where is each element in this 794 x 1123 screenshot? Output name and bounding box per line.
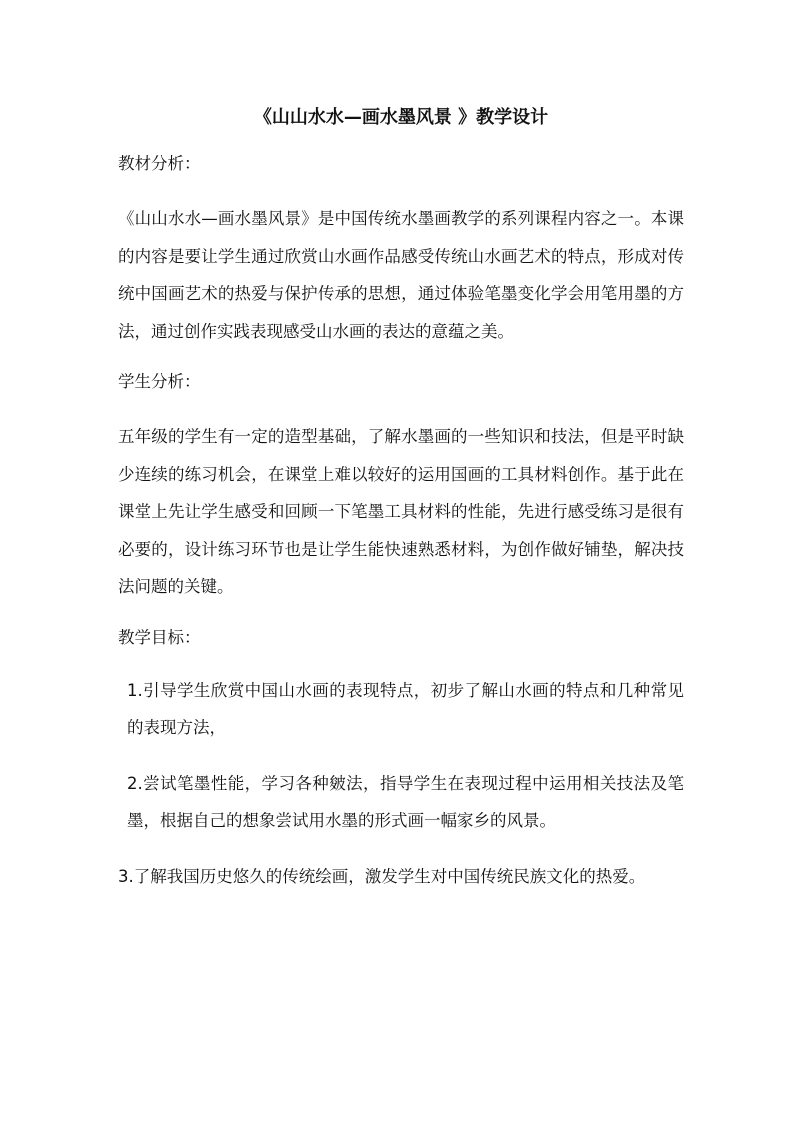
goal-item-2: 2.尝试笔墨性能，学习各种皴法，指导学生在表现过程中运用相关技法及笔墨，根据自己的想象尝试用水墨的形式画一幅家乡的风景。 [127, 773, 684, 830]
document-content [118, 103, 684, 913]
goal-item-1: 1.引导学生欣赏中国山水画的表现特点，初步了解山水画的特点和几种常见的表现方法， [127, 680, 684, 737]
section-body-students: 五年级的学生有一定的造型基础，了解水墨画的一些知识和技法，但是平时缺少连续的练习机会，在课堂上难以较好的运用国画的工具材料创作。基于此在课堂上先让学生感受和回顾一下笔墨工具材料的性能，先进行感受练习是很有必要的，设计练习环节也是让学生能快速熟悉材料，为创作做好铺垫，解决技法问题的关键。 [118, 427, 684, 596]
section-heading-material: 教材分析： [118, 154, 201, 173]
document-title: 《山山水水—画水墨风景 》教学设计 [253, 107, 549, 128]
section-heading-goals: 教学目标： [118, 627, 201, 647]
section-heading-students: 学生分析： [118, 372, 201, 391]
goal-item-3: 3.了解我国历史悠久的传统绘画，激发学生对中国传统民族文化的热爱。 [118, 866, 646, 886]
section-body-material: 《山山水水—画水墨风景》是中国传统水墨画教学的系列课程内容之一。本课的内容是要让学生通过欣赏山水画作品感受传统山水画艺术的特点，形成对传统中国画艺术的热爱与保护传承的思想，通过体验笔墨变化学会用笔用墨的方法，通过创作实践表现感受山水画的表达的意蕴之美。 [118, 209, 684, 341]
